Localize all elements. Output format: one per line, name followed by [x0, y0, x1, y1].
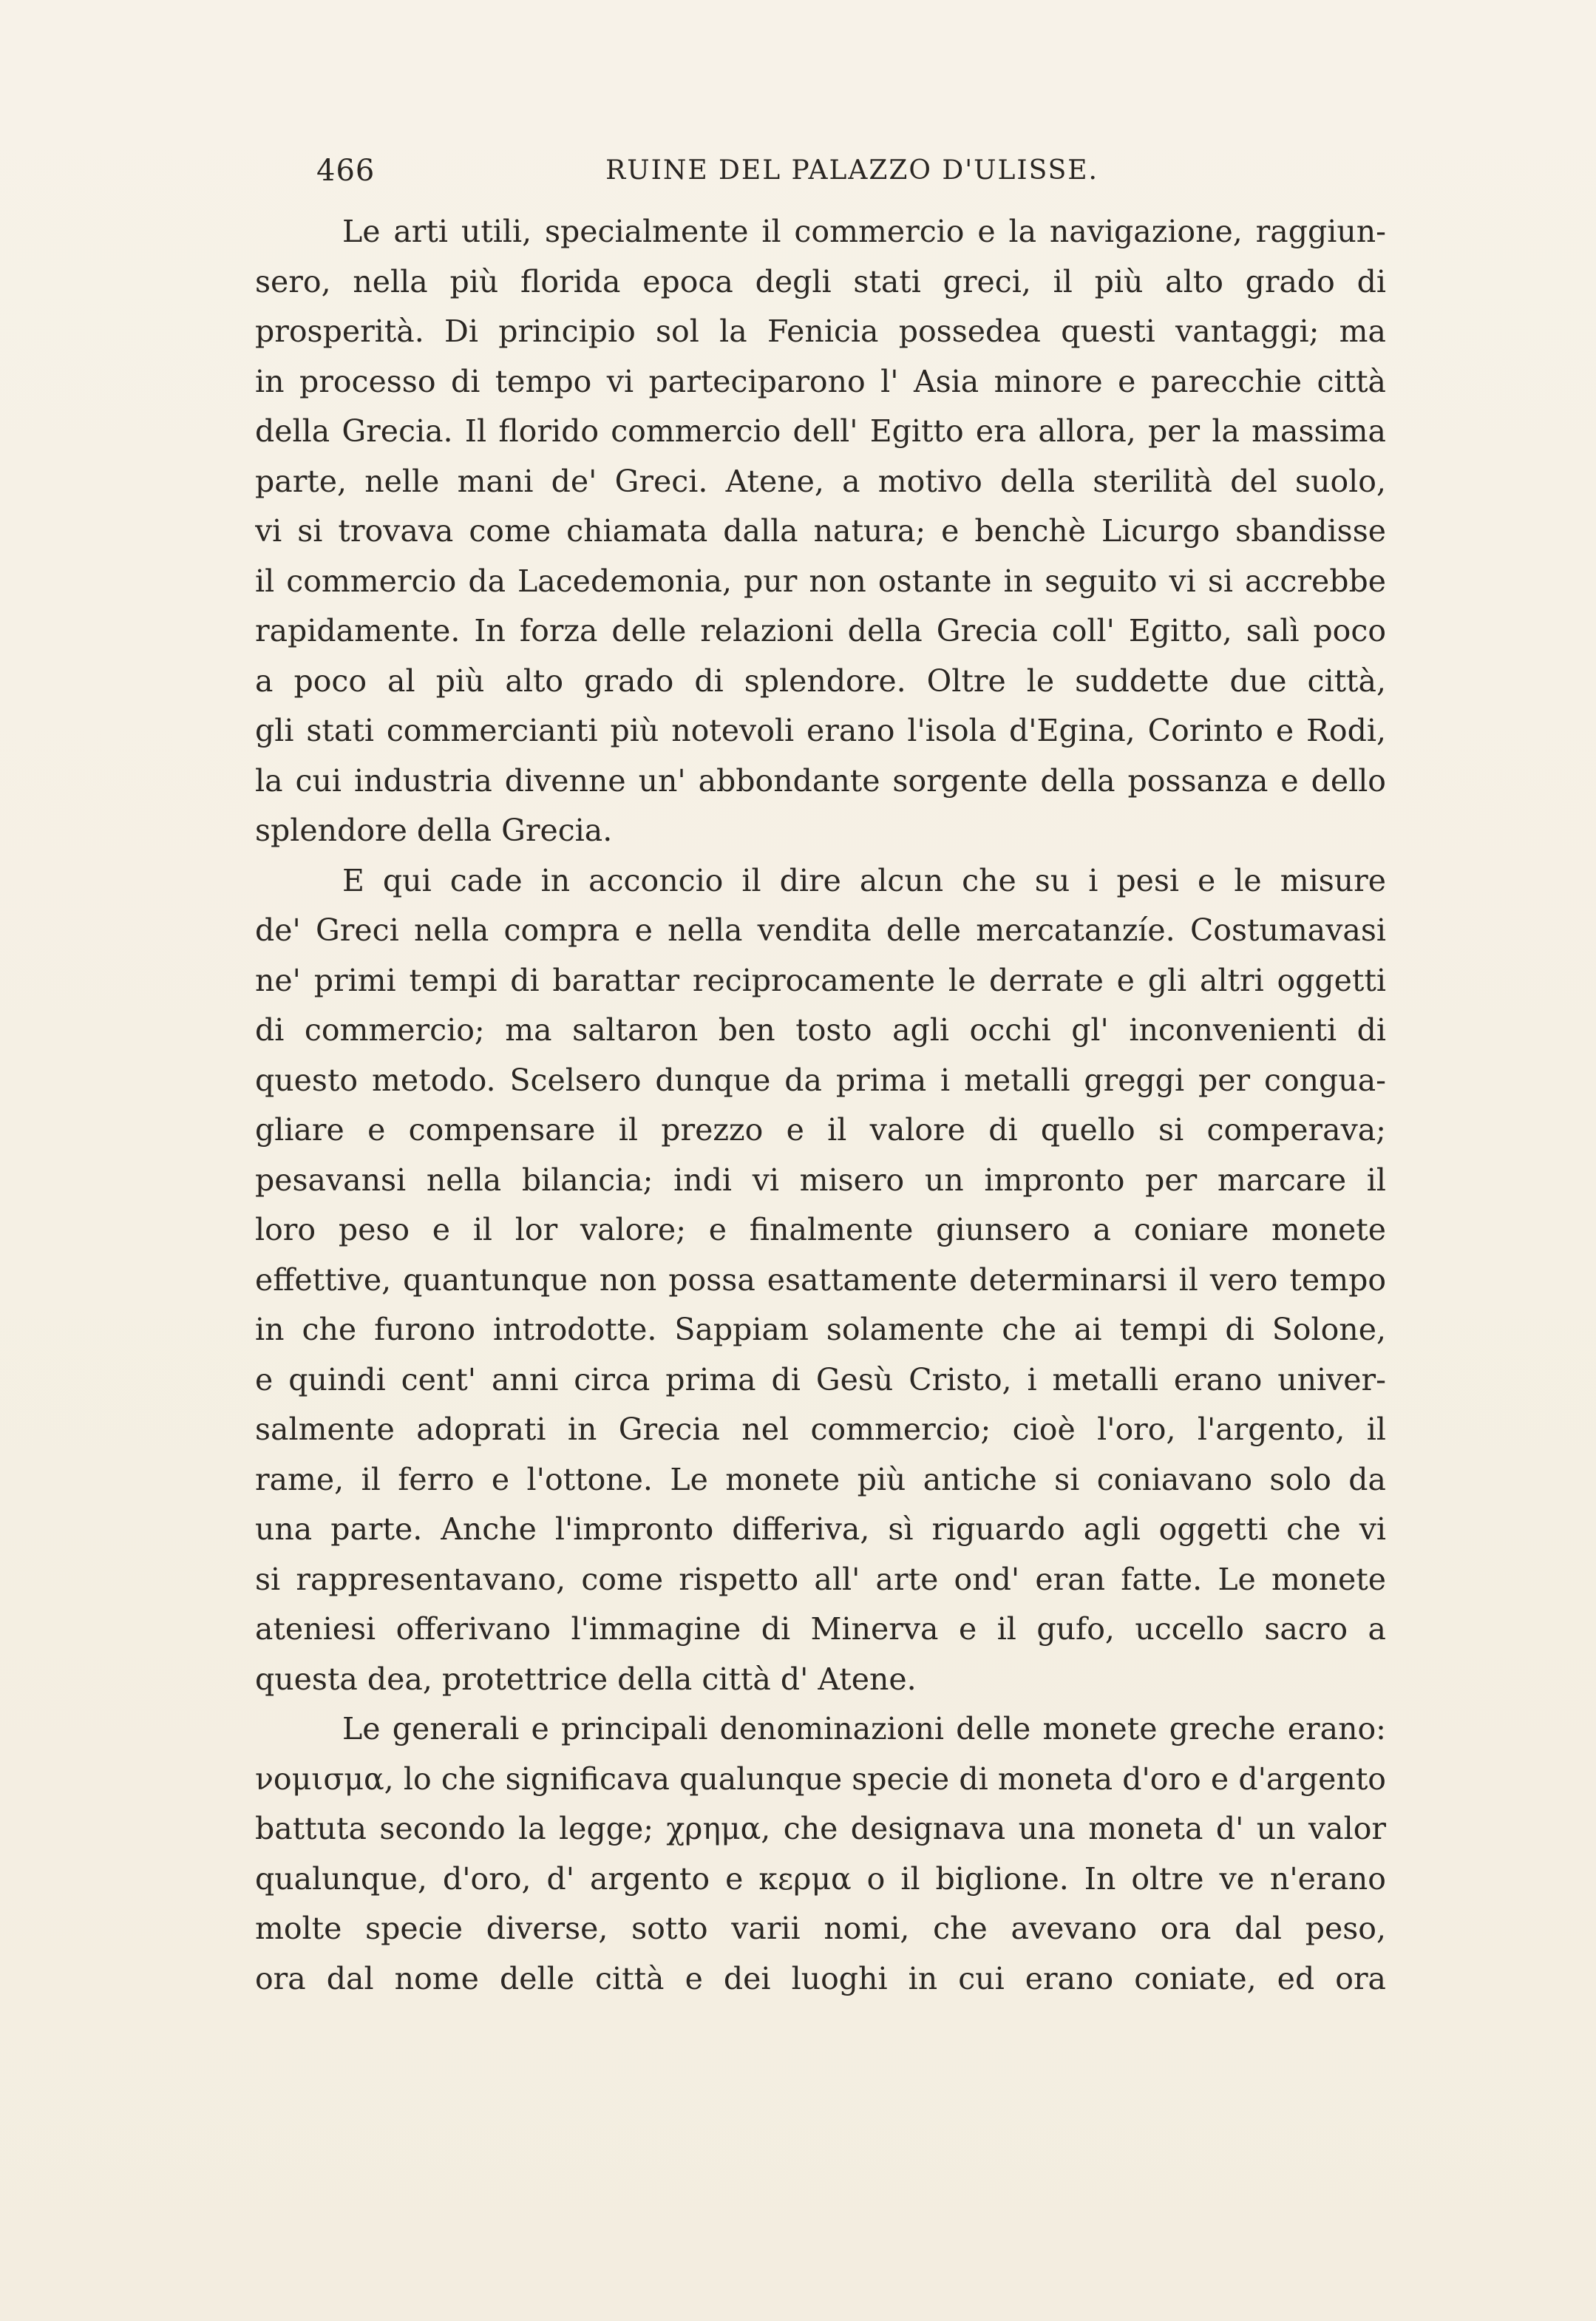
text-line: prosperità. Di principio sol la Fenicia possedea questi vantaggi; ma: [255, 314, 1386, 349]
text-line: vi si trovava come chiamata dalla natura; e benchè Licurgo sbandisse: [255, 513, 1386, 549]
text-line: splendore della Grecia.: [255, 813, 613, 848]
text-line: di commercio; ma saltaron ben tosto agli occhi gl' inconvenienti di: [255, 1012, 1386, 1048]
page-header: [316, 154, 1098, 198]
text-line: il commercio da Lacedemonia, pur non ostante in seguito vi si accrebbe: [255, 563, 1386, 599]
page-number: 466: [316, 154, 376, 188]
text-line: νομισμα, lo che significava qualunque specie di moneta d'oro e d'argento: [255, 1761, 1386, 1797]
text-line: molte specie diverse, sotto varii nomi, che avevano ora dal peso,: [255, 1911, 1386, 1946]
text-line: ne' primi tempi di barattar reciprocamente le derrate e gli altri oggetti: [255, 962, 1386, 998]
text-line: rame, il ferro e l'ottone. Le monete più antiche si coniavano solo da: [255, 1461, 1386, 1497]
running-head: RUINE DEL PALAZZO D'ULISSE.: [605, 155, 1098, 186]
paragraph-1: [255, 207, 1386, 856]
text-line: effettive, quantunque non possa esattamente determinarsi il vero tempo: [255, 1261, 1386, 1298]
text-line: ateniesi offerivano l'immagine di Minerva e il gufo, uccello sacro a: [255, 1611, 1386, 1647]
text-line: parte, nelle mani de' Greci. Atene, a motivo della sterilità del suolo,: [255, 463, 1386, 499]
text-line: questa dea, protettrice della città d' Atene.: [255, 1661, 917, 1697]
text-line: e quindi cent' anni circa prima di Gesù Cristo, i metalli erano univer-: [255, 1361, 1386, 1397]
text-line: rapidamente. In forza delle relazioni della Grecia coll' Egitto, salì poco: [255, 613, 1386, 648]
text-line: della Grecia. Il florido commercio dell' Egitto era allora, per la massima: [255, 413, 1386, 449]
text-line: gliare e compensare il prezzo e il valore di quello si comperava;: [255, 1112, 1386, 1148]
text-line: E qui cade in acconcio il dire alcun che su i pesi e le misure: [342, 862, 1386, 898]
text-line: battuta secondo la legge; χρημα, che designava una moneta d' un valor: [255, 1811, 1386, 1846]
text-line: salmente adoprati in Grecia nel commercio; cioè l'oro, l'argento, il: [255, 1412, 1386, 1447]
text-line: Le generali e principali denominazioni delle monete greche erano:: [342, 1711, 1386, 1746]
text-line: ora dal nome delle città e dei luoghi in cui erano coniate, ed ora: [255, 1960, 1386, 1996]
text-line: loro peso e il lor valore; e finalmente giunsero a coniare monete: [255, 1212, 1386, 1247]
paragraph-2: [255, 856, 1386, 1705]
text-line: gli stati commercianti più notevoli erano l'isola d'Egina, Corinto e Rodi,: [255, 713, 1386, 748]
text-line: a poco al più alto grado di splendore. Oltre le suddette due città,: [255, 663, 1386, 699]
body-text: [255, 207, 1386, 2004]
text-line: Le arti utili, specialmente il commercio e la navigazione, raggiun-: [342, 214, 1386, 249]
text-line: si rappresentavano, come rispetto all' arte ond' eran fatte. Le monete: [255, 1561, 1386, 1597]
text-line: sero, nella più florida epoca degli stati greci, il più alto grado di: [255, 263, 1386, 299]
text-line: de' Greci nella compra e nella vendita delle mercatanzíe. Costumavasi: [255, 912, 1386, 948]
text-line: la cui industria divenne un' abbondante sorgente della possanza e dello: [255, 762, 1386, 799]
text-line: in che furono introdotte. Sappiam solamente che ai tempi di Solone,: [255, 1312, 1386, 1347]
text-line: pesavansi nella bilancia; indi vi misero un impronto per marcare il: [255, 1162, 1386, 1198]
text-line: una parte. Anche l'impronto differiva, sì riguardo agli oggetti che vi: [255, 1511, 1386, 1547]
paragraph-3: [255, 1704, 1386, 2004]
text-line: in processo di tempo vi parteciparono l' Asia minore e parecchie città: [255, 363, 1386, 399]
text-line: qualunque, d'oro, d' argento e κερμα o il biglione. In oltre ve n'erano: [255, 1860, 1386, 1897]
text-line: questo metodo. Scelsero dunque da prima i metalli greggi per congua-: [255, 1062, 1386, 1098]
